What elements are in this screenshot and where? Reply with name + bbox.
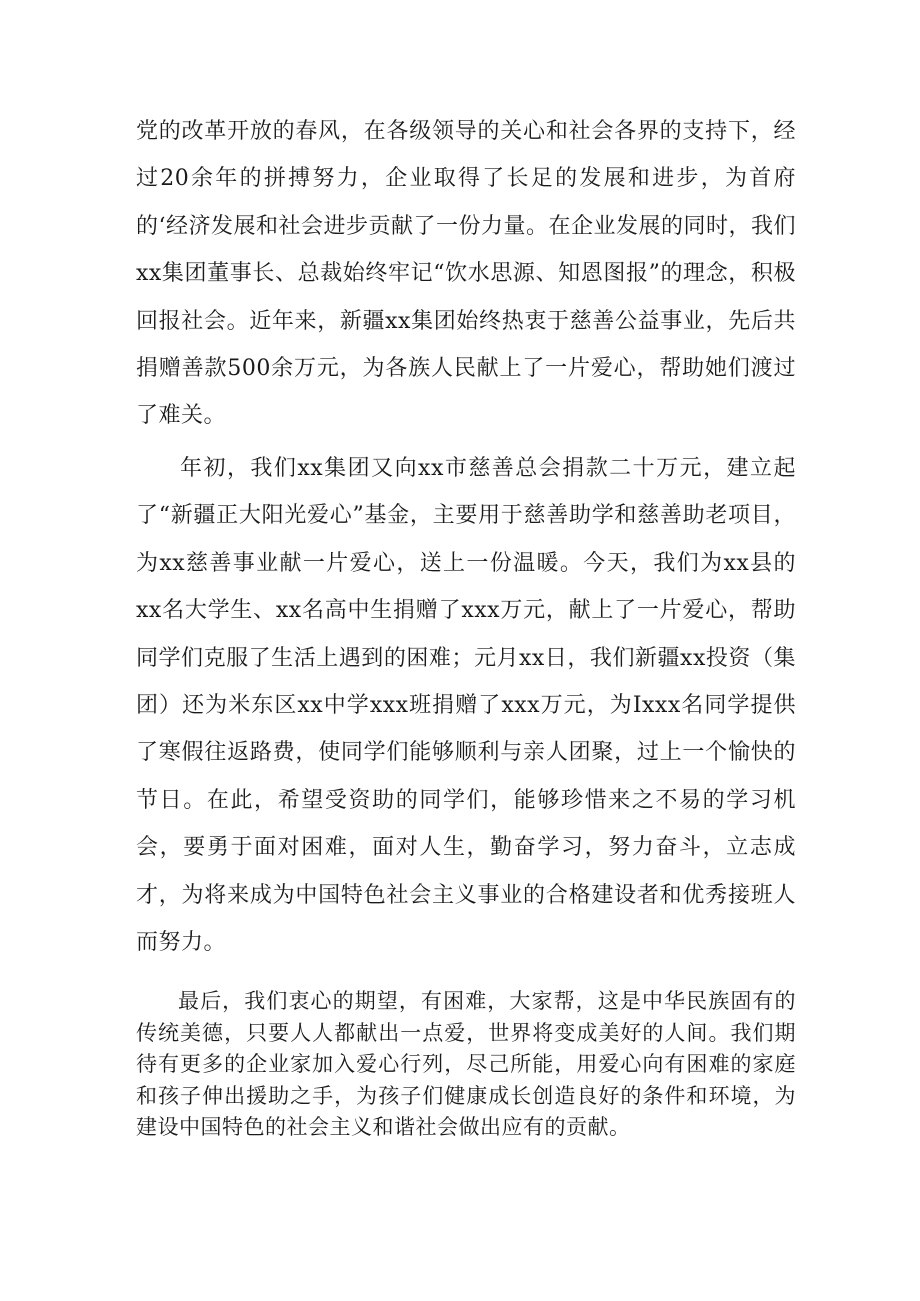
paragraph-1: 党的改革开放的春风，在各级领导的关心和社会各界的支持下，经过20余年的拼搏努力，企业取得了长足的发展和进步，为首府的‘经济发展和社会进步贡献了一份力量。在企业发展的同时，我们xx集团董事长、总裁始终牢记“饮水思源、知恩图报”的理念，积极回报社会。近年来，新疆xx集团始终热衷于慈善公益事业，先后共捐赠善款500余万元，为各族人民献上了一片爱心，帮助她们渡过了难关。 [136,119,796,429]
paragraph-3: 最后，我们衷心的期望，有困难，大家帮，这是中华民族固有的传统美德，只要人人都献出一点爱，世界将变成美好的人间。我们期待有更多的企业家加入爱心行列，尽己所能，用爱心向有困难的家庭和孩子伸出援助之手，为孩子们健康成长创造良好的条件和环境，为建设中国特色的社会主义和谐社会做出应有的贡献。 [136,989,796,1139]
paragraph-2: 年初，我们xx集团又向xx市慈善总会捐款二十万元，建立起了“新疆正大阳光爱心”基金，主要用于慈善助学和慈善助老项目，为xx慈善事业献一片爱心，送上一份温暖。今天，我们为xx县的xx名大学生、xx名高中生捐赠了xxx万元，献上了一片爱心，帮助同学们克服了生活上遇到的困难；元月xx日，我们新疆xx投资（集团）还为米东区xx中学xxx班捐赠了xxx万元，为Ixxx名同学提供了寒假往返路费，使同学们能够顺利与亲人团聚，过上一个愉快的节日。在此，希望受资助的同学们，能够珍惜来之不易的学习机会，要勇于面对困难，面对人生，勤奋学习，努力奋斗，立志成才，为将来成为中国特色社会主义事业的合格建设者和优秀接班人而努力。 [136,456,796,956]
